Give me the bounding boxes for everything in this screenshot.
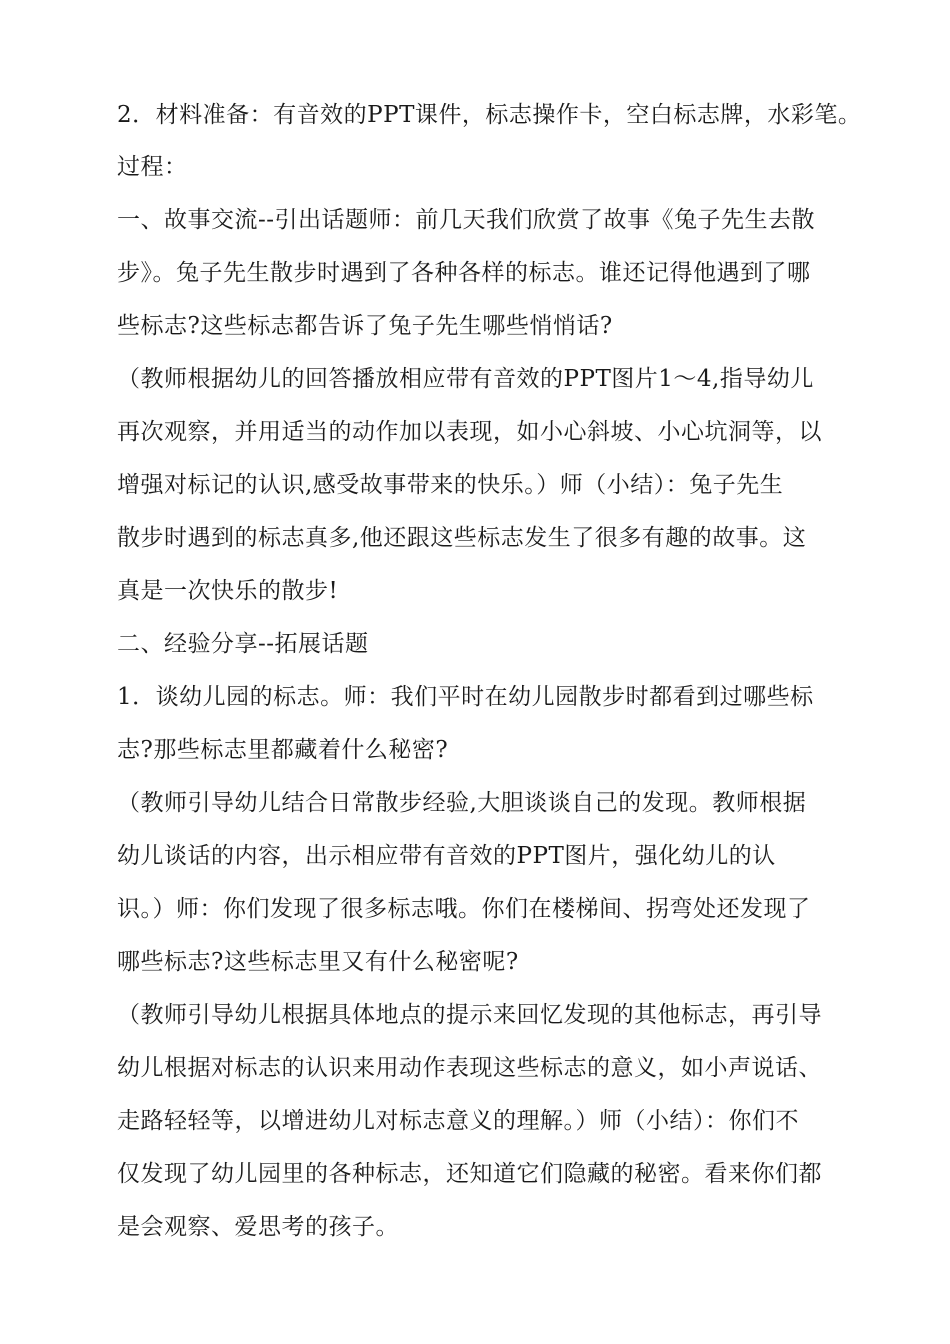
process-heading: 过程： [117,154,188,180]
teacher-note-2-line-2: 幼儿谈话的内容，出示相应带有音效的PPT图片，强化幼儿的认 [117,843,776,869]
teacher-note-2-line-1: （教师引导幼儿结合日常散步经验,大胆谈谈自己的发现。教师根据 [117,790,807,816]
teacher-note-1-line-3: 增强对标记的认识,感受故事带来的快乐。）师（小结）：兔子先生 [117,472,784,498]
teacher-note-1-line-1: （教师根据幼儿的回答播放相应带有音效的PPT图片1～4,指导幼儿 [117,366,814,392]
teacher-note-2-line-3: 识。）师：你们发现了很多标志哦。你们在楼梯间、拐弯处还发现了 [117,896,811,922]
teacher-note-1-line-2: 再次观察，并用适当的动作加以表现，如小心斜坡、小心坑洞等，以 [117,419,822,445]
teacher-note-3-line-3: 走路轻轻等，以增进幼儿对标志意义的理解。）师（小结）：你们不 [117,1108,799,1134]
teacher-note-2-line-4: 哪些标志?这些标志里又有什么秘密呢? [117,949,519,975]
teacher-note-1-line-5: 真是一次快乐的散步! [117,578,339,604]
step-one-line-2: 志?那些标志里都藏着什么秘密? [117,737,449,763]
teacher-note-3-line-4: 仅发现了幼儿园里的各种标志，还知道它们隐藏的秘密。看来你们都 [117,1161,822,1187]
teacher-note-1-line-4: 散步时遇到的标志真多,他还跟这些标志发生了很多有趣的故事。这 [117,525,807,551]
section-one-line-3: 些标志?这些标志都告诉了兔子先生哪些悄悄话? [117,313,613,339]
teacher-note-3-line-2: 幼儿根据对标志的认识来用动作表现这些标志的意义，如小声说话、 [117,1055,822,1081]
step-one-line-1: 1．谈幼儿园的标志。师：我们平时在幼儿园散步时都看到过哪些标 [117,684,814,710]
teacher-note-3-line-5: 是会观察、爱思考的孩子。 [117,1214,399,1240]
section-two-heading: 二、经验分享--拓展话题 [117,631,369,657]
teacher-note-3-line-1: （教师引导幼儿根据具体地点的提示来回忆发现的其他标志，再引导 [117,1002,822,1028]
section-one-line-2: 步》。兔子先生散步时遇到了各种各样的标志。谁还记得他遇到了哪 [117,260,811,286]
materials-line: 2．材料准备：有音效的PPT课件，标志操作卡，空白标志牌，水彩笔。 [117,102,862,128]
section-one-line-1: 一、故事交流--引出话题师：前几天我们欣赏了故事《兔子先生去散 [117,207,816,233]
